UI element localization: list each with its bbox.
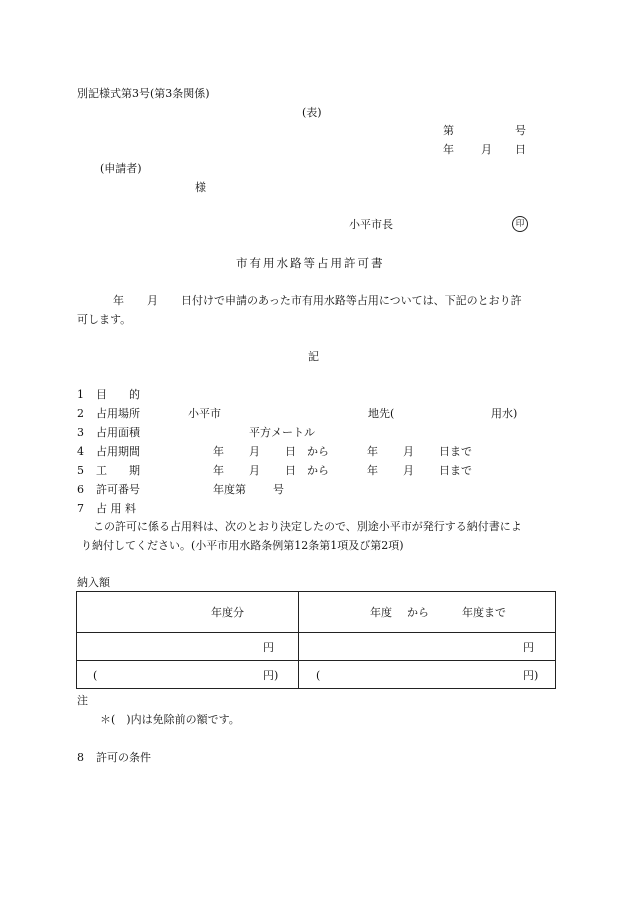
pre-exemption-open: ( — [316, 669, 321, 682]
form-label: 別記様式第3号(第3条関係) — [77, 87, 210, 100]
seal-mark: 印 — [512, 216, 528, 232]
amount-yen: 円 — [523, 641, 534, 654]
table-divider — [77, 660, 555, 661]
pre-exemption-close: 円) — [263, 669, 279, 682]
payment-table — [76, 591, 556, 689]
issuer: 小平市長 — [349, 218, 393, 231]
table-divider — [298, 592, 299, 688]
table-divider — [77, 632, 555, 633]
period-header-to: 年度まで — [462, 606, 506, 619]
pre-exemption-close: 円) — [523, 669, 539, 682]
document-title: 市有用水路等占用許可書 — [236, 256, 385, 270]
amount-yen: 円 — [263, 641, 274, 654]
front-mark: (表) — [302, 106, 322, 119]
pre-exemption-open: ( — [93, 669, 98, 682]
applicant-label: (申請者) — [100, 162, 142, 175]
period-header-from-year: 年度 — [370, 606, 392, 619]
payment-label: 納入額 — [77, 576, 110, 589]
honorific: 様 — [195, 181, 206, 194]
fiscal-year-header: 年度分 — [211, 606, 244, 619]
ki-heading: 記 — [308, 350, 319, 363]
period-header-from: から — [407, 606, 429, 619]
